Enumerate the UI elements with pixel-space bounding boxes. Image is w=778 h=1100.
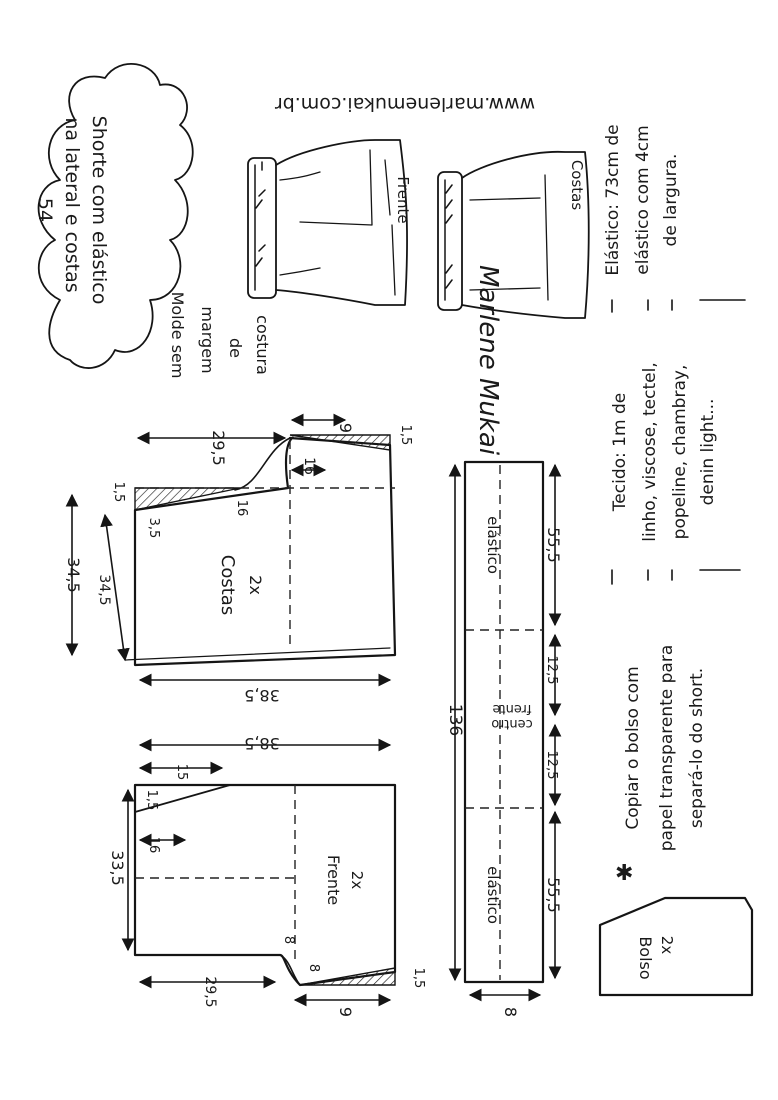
waistband-elastic-label-left: elástico — [484, 866, 502, 924]
pattern-piece-waistband — [445, 462, 563, 1017]
waistband-center-line2: frente — [492, 701, 532, 716]
no-seam-line4: costura — [253, 315, 272, 375]
back-dim-4: 16 — [234, 499, 249, 517]
waistband-dim-5: 8 — [501, 1006, 520, 1018]
pocket-note — [623, 645, 707, 852]
website-url: www.marlenemukai.com.br — [274, 93, 536, 115]
pocket-piece-qty: 2x — [658, 935, 676, 955]
back-dim-1: 9 — [336, 422, 355, 434]
signature: Marlene Mukai — [473, 264, 503, 456]
front-dim-9: 1,5 — [411, 967, 426, 989]
pocket-line2: papel transparente para — [657, 644, 677, 852]
shorts-illustration-back — [438, 152, 589, 318]
fabric-line2: linho, viscose, tectel, — [640, 362, 660, 542]
waistband-dim-1: 55,5 — [544, 527, 563, 563]
no-seam-line2: margem — [198, 306, 217, 374]
front-dim-7: 8 — [306, 963, 321, 973]
front-dim-8: 9 — [336, 1006, 355, 1018]
back-dim-8: 34,5 — [96, 574, 112, 606]
waistband-dim-2: 12,5 — [544, 655, 559, 685]
illustration-back-label: Costas — [568, 159, 586, 211]
illustration-front-label: Frente — [394, 176, 412, 224]
back-dim-9: 38,5 — [244, 686, 280, 705]
asterisk-icon: ✱ — [615, 861, 634, 886]
back-dim-5: 1,5 — [111, 481, 126, 503]
front-dim-0: 38,5 — [244, 734, 280, 753]
no-seam-note — [168, 292, 272, 379]
pocket-piece-name: Bolso — [636, 936, 655, 980]
title-line1: Shorte com elástico — [88, 115, 110, 305]
front-piece-name: Frente — [324, 854, 343, 906]
front-dim-6: 8 — [281, 935, 296, 945]
title-size: 54 — [34, 197, 56, 223]
fabric-line3: popeline, chambray, — [670, 364, 690, 540]
pocket-line1: Copiar o bolso com — [623, 666, 643, 830]
front-dim-1: 15 — [174, 763, 189, 781]
shorts-illustration-front — [248, 140, 412, 305]
elastic-note — [603, 124, 681, 275]
front-piece-qty: 2x — [348, 870, 366, 890]
front-dim-4: 33,5 — [108, 850, 127, 886]
back-dim-2: 1,5 — [398, 424, 413, 446]
waistband-center-line1: centro — [491, 716, 533, 731]
pattern-piece-back — [64, 420, 413, 705]
back-dim-6: 3,5 — [146, 517, 161, 539]
back-dim-0: 29,5 — [209, 430, 228, 466]
back-piece-name: Costas — [217, 554, 238, 616]
back-dim-3: 16 — [301, 457, 317, 475]
waistband-elastic-label-right: elástico — [484, 516, 502, 574]
front-dim-5: 29,5 — [202, 976, 218, 1008]
elastic-line2: elástico com 4cm — [633, 125, 653, 275]
waistband-dim-4: 55,5 — [544, 877, 563, 913]
waistband-dim-0: 136 — [445, 703, 465, 737]
pocket-line3: separá-lo do short. — [687, 667, 707, 829]
no-seam-line1: Molde sem — [168, 291, 187, 379]
elastic-line1: Elástico: 73cm de — [603, 124, 623, 276]
pattern-piece-pocket — [600, 898, 752, 995]
fabric-line4: denin light... — [698, 398, 718, 506]
waistband-dim-3: 12,5 — [544, 750, 559, 780]
fabric-line1: Tecido: 1m de — [610, 392, 630, 512]
elastic-line3: de largura. — [661, 153, 681, 247]
back-dim-7: 34,5 — [64, 557, 83, 593]
front-dim-2: 1,5 — [144, 789, 159, 811]
title-line2: na lateral e costas — [61, 117, 83, 293]
front-dim-3: 16 — [146, 836, 161, 854]
back-piece-qty: 2x — [246, 575, 265, 595]
pattern-piece-front — [108, 734, 426, 1017]
fabric-note — [610, 362, 718, 541]
no-seam-line3: de — [226, 338, 245, 358]
